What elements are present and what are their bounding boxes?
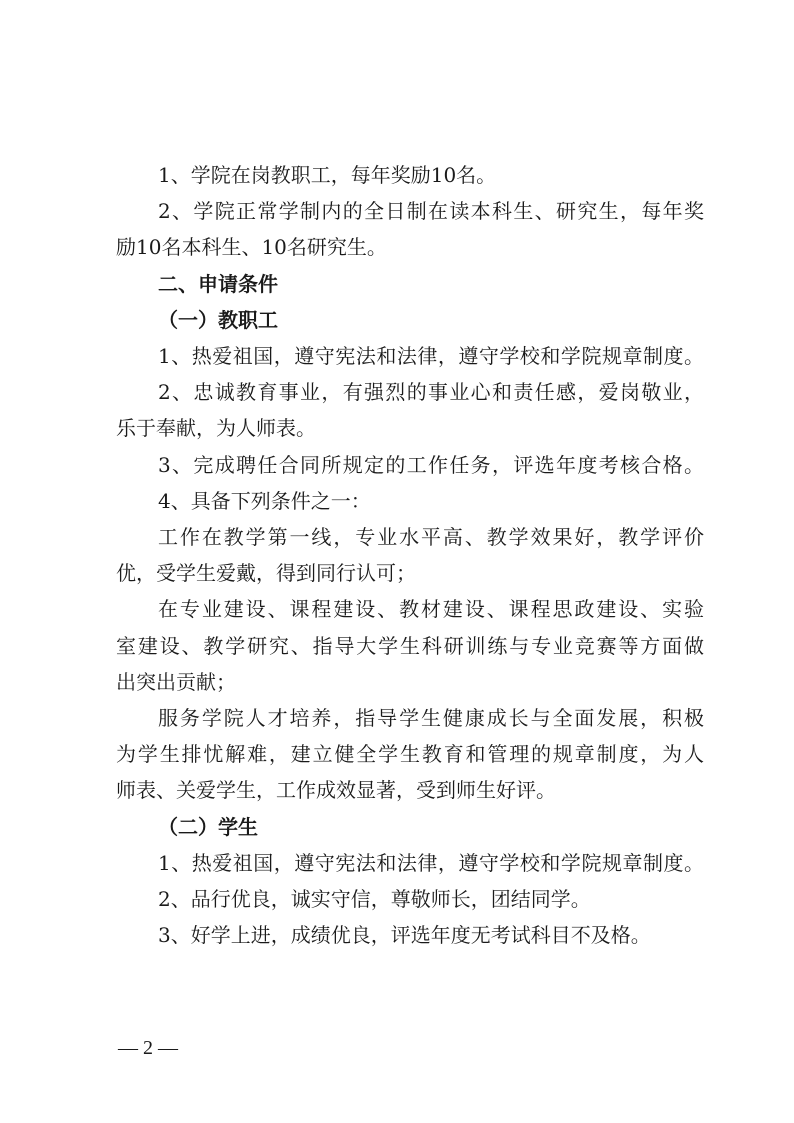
text-line: 服务学院人才培养，指导学生健康成长与全面发展，积极 [158, 706, 704, 731]
text-line: 在专业建设、课程建设、教材建设、课程思政建设、实验 [158, 597, 704, 622]
text-line: 为学生排忧解难，建立健全学生教育和管理的规章制度，为人 [116, 742, 704, 767]
text-line: 优，受学生爱戴，得到同行认可； [116, 561, 416, 586]
section-heading: 二、申请条件 [158, 271, 278, 296]
text-line: 3、完成聘任合同所规定的工作任务，评选年度考核合格。 [158, 452, 704, 477]
text-line: 1、学院在岗教职工，每年奖励10名。 [158, 163, 497, 187]
text-line: 出突出贡献； [116, 669, 236, 694]
text-line: 室建设、教学研究、指导大学生科研训练与专业竞赛等方面做 [116, 633, 704, 658]
text-line: 3、好学上进，成绩优良，评选年度无考试科目不及格。 [158, 923, 651, 948]
text-line: 乐于奉献，为人师表。 [116, 416, 316, 441]
text-line: 励10名本科生、10名研究生。 [116, 235, 387, 260]
text-line: 2、学院正常学制内的全日制在读本科生、研究生，每年奖 [158, 199, 704, 224]
page-number: — 2 — [118, 1037, 178, 1059]
section-heading: （二）学生 [158, 814, 258, 839]
text-line: 2、品行优良，诚实守信，尊敬师长，团结同学。 [158, 887, 591, 912]
text-line: 2、忠诚教育事业，有强烈的事业心和责任感，爱岗敬业， [158, 380, 704, 405]
document-body [116, 157, 704, 953]
text-line: 工作在教学第一线，专业水平高、教学效果好，教学评价 [158, 525, 704, 550]
text-line: 师表、关爱学生，工作成效显著，受到师生好评。 [116, 778, 556, 803]
text-line: 4、具备下列条件之一： [158, 488, 371, 513]
text-line: 1、热爱祖国，遵守宪法和法律，遵守学校和学院规章制度。 [158, 344, 704, 369]
section-heading: （一）教职工 [158, 307, 278, 332]
text-line: 1、热爱祖国，遵守宪法和法律，遵守学校和学院规章制度。 [158, 850, 704, 875]
